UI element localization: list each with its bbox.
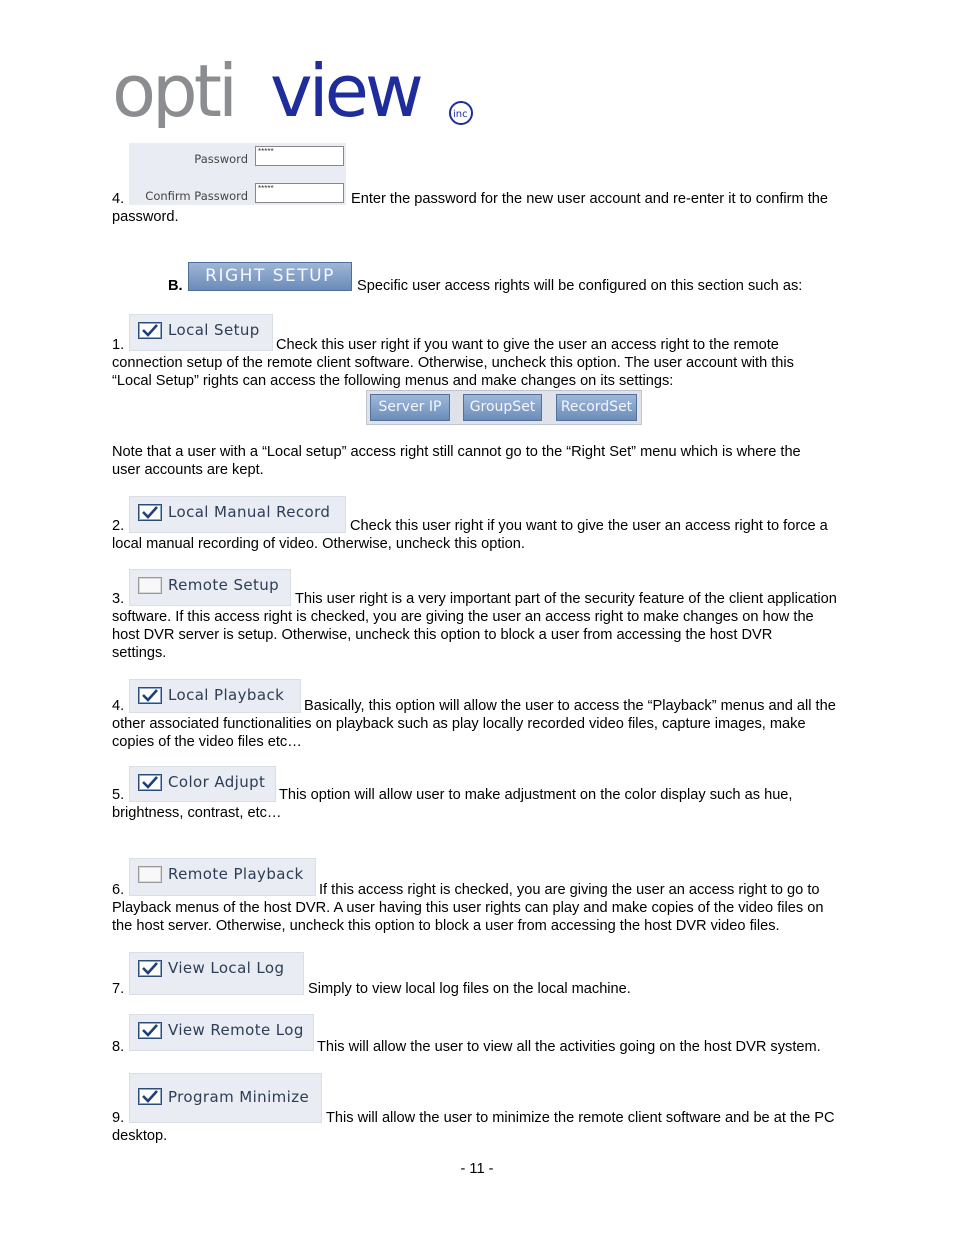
checkbox-checked-icon[interactable]	[138, 687, 162, 704]
step4-number: 4.	[112, 191, 125, 207]
item3-number: 3.	[112, 591, 125, 607]
svg-text:opti: opti	[112, 58, 234, 128]
view-local-log-checkbox-screenshot	[129, 952, 304, 995]
item6-line3: the host server. Otherwise, uncheck this option to block a user from accessing the host DVR video files.	[112, 918, 780, 934]
program-minimize-checkbox-screenshot	[129, 1073, 322, 1123]
page-number: - 11 -	[460, 1161, 494, 1177]
view-remote-log-label: View Remote Log	[168, 1021, 304, 1039]
optiview-logo	[112, 58, 482, 128]
local-playback-checkbox-screenshot	[129, 679, 301, 713]
checkbox-checked-icon[interactable]	[138, 774, 162, 791]
remote-setup-label: Remote Setup	[168, 576, 280, 594]
view-local-log-label: View Local Log	[168, 959, 285, 977]
note-line1: Note that a user with a “Local setup” access right still cannot go to the “Right Set” menu which is where the	[112, 444, 801, 460]
item7-number: 7.	[112, 981, 125, 997]
checkbox-checked-icon[interactable]	[138, 1022, 162, 1039]
svg-text:view: view	[270, 58, 420, 128]
item3-line1: This user right is a very important part of the security feature of the client application	[295, 591, 837, 607]
item2-line2: local manual recording of video. Otherwise, uncheck this option.	[112, 536, 525, 552]
svg-text:inc: inc	[453, 109, 468, 120]
view-remote-log-checkbox-screenshot	[129, 1014, 314, 1051]
local-playback-label: Local Playback	[168, 686, 285, 704]
item9-line2: desktop.	[112, 1128, 168, 1144]
item2-line1: Check this user right if you want to give the user an access right to force a	[350, 518, 828, 534]
server-ip-button[interactable]: Server IP	[370, 394, 450, 421]
item3-line3: host DVR server is setup. Otherwise, uncheck this option to block a user from accessing the host DVR	[112, 627, 773, 643]
item1-line3: “Local Setup” rights can access the following menus and make changes on its settings:	[112, 373, 674, 389]
item5-line2: brightness, contrast, etc…	[112, 805, 282, 821]
local-setup-menu-buttons	[366, 390, 642, 425]
local-manual-record-label: Local Manual Record	[168, 503, 331, 521]
checkbox-checked-icon[interactable]	[138, 504, 162, 521]
color-adjust-label: Color Adjupt	[168, 773, 266, 791]
item4-number: 4.	[112, 698, 125, 714]
item1-line1: Check this user right if you want to give the user an access right to the remote	[276, 337, 779, 353]
item9-line1: This will allow the user to minimize the remote client software and be at the PC	[326, 1110, 835, 1126]
item3-line4: settings.	[112, 645, 167, 661]
item4-line1: Basically, this option will allow the user to access the “Playback” menus and all the	[304, 698, 836, 714]
item4-line2: other associated functionalities on playback such as play locally recorded video files, capture images, make	[112, 716, 806, 732]
item8-line1: This will allow the user to view all the activities going on the host DVR system.	[317, 1039, 821, 1055]
section-b-marker: B.	[168, 278, 183, 294]
password-field[interactable]: *****	[255, 146, 344, 166]
color-adjust-checkbox-screenshot	[129, 766, 276, 802]
checkbox-checked-icon[interactable]	[138, 322, 162, 339]
remote-setup-checkbox-screenshot	[129, 569, 291, 606]
program-minimize-label: Program Minimize	[168, 1088, 310, 1106]
checkbox-unchecked-icon[interactable]	[138, 577, 162, 594]
step4-text-line1: Enter the password for the new user account and re-enter it to confirm the	[351, 191, 828, 207]
note-line2: user accounts are kept.	[112, 462, 264, 478]
item4-line3: copies of the video files etc…	[112, 734, 302, 750]
local-setup-label: Local Setup	[168, 321, 260, 339]
local-manual-record-checkbox-screenshot	[129, 496, 346, 533]
item6-line1: If this access right is checked, you are giving the user an access right to go to	[319, 882, 820, 898]
checkbox-checked-icon[interactable]	[138, 960, 162, 977]
groupset-button[interactable]: GroupSet	[463, 394, 542, 421]
item9-number: 9.	[112, 1110, 125, 1126]
recordset-button[interactable]: RecordSet	[556, 394, 637, 421]
item6-number: 6.	[112, 882, 125, 898]
item1-number: 1.	[112, 337, 125, 353]
right-setup-button[interactable]: RIGHT SETUP	[188, 262, 352, 291]
checkbox-unchecked-icon[interactable]	[138, 866, 162, 883]
step4-text-line2: password.	[112, 209, 179, 225]
item7-line1: Simply to view local log files on the local machine.	[308, 981, 631, 997]
item3-line2: software. If this access right is checked, you are giving the user an access right to make changes on how the	[112, 609, 814, 625]
item6-line2: Playback menus of the host DVR. A user having this user rights can play and make copies of the video files on	[112, 900, 824, 916]
remote-playback-checkbox-screenshot	[129, 858, 316, 896]
item8-number: 8.	[112, 1039, 125, 1055]
item2-number: 2.	[112, 518, 125, 534]
local-setup-checkbox-screenshot	[129, 314, 273, 351]
item5-number: 5.	[112, 787, 125, 803]
item1-line2: connection setup of the remote client software. Otherwise, uncheck this option. The user account with this	[112, 355, 794, 371]
confirm-password-field[interactable]: *****	[255, 183, 344, 203]
confirm-password-label: Confirm Password	[145, 189, 248, 203]
section-b-text: Specific user access rights will be configured on this section such as:	[357, 278, 803, 294]
item5-line1: This option will allow user to make adjustment on the color display such as hue,	[279, 787, 793, 803]
password-fields-screenshot	[129, 143, 346, 205]
remote-playback-label: Remote Playback	[168, 865, 304, 883]
checkbox-checked-icon[interactable]	[138, 1088, 162, 1105]
password-label: Password	[194, 152, 248, 166]
